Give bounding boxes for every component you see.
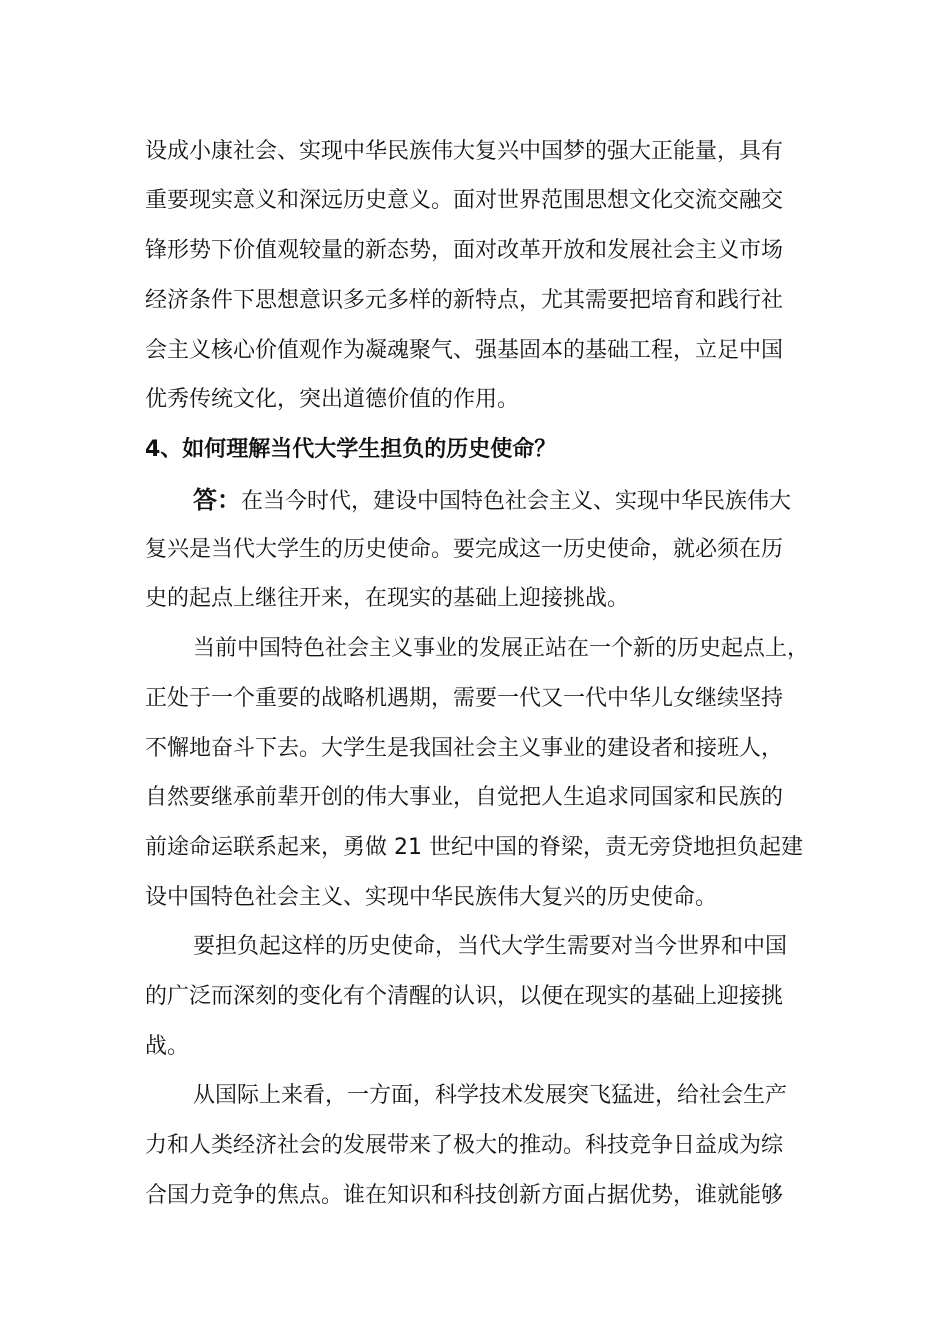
text-line: 复兴是当代大学生的历史使命。要完成这一历史使命，就必须在历 — [145, 537, 784, 562]
text-line: 前途命运联系起来，勇做 21 世纪中国的脊梁，责无旁贷地担负起建 — [145, 835, 803, 860]
text-line: 自然要继承前辈开创的伟大事业，自觉把人生追求同国家和民族的 — [145, 785, 784, 810]
text-line: 合国力竞争的焦点。谁在知识和科技创新方面占据优势，谁就能够 — [145, 1183, 784, 1208]
answer-label: 答： — [193, 486, 241, 514]
text-line: 的广泛而深刻的变化有个清醒的认识，以便在现实的基础上迎接挑 — [145, 984, 784, 1009]
text-line: 经济条件下思想意识多元多样的新特点，尤其需要把培育和践行社 — [145, 288, 784, 313]
paragraph-first-line: 当前中国特色社会主义事业的发展正站在一个新的历史起点上， — [193, 636, 810, 661]
answer-text: 在当今时代，建设中国特色社会主义、实现中华民族伟大 — [241, 489, 792, 514]
text-line: 战。 — [145, 1034, 190, 1059]
text-line: 力和人类经济社会的发展带来了极大的推动。科技竞争日益成为综 — [145, 1133, 784, 1158]
text-line: 设成小康社会、实现中华民族伟大复兴中国梦的强大正能量，具有 — [145, 139, 784, 164]
text-line: 锋形势下价值观较量的新态势，面对改革开放和发展社会主义市场 — [145, 238, 784, 263]
text-line: 不懈地奋斗下去。大学生是我国社会主义事业的建设者和接班人， — [145, 736, 784, 761]
text-line: 优秀传统文化，突出道德价值的作用。 — [145, 387, 520, 412]
text-line: 会主义核心价值观作为凝魂聚气、强基固本的基础工程，立足中国 — [145, 338, 784, 363]
question-heading: 4、如何理解当代大学生担负的历史使命？ — [145, 437, 557, 462]
paragraph-first-line: 要担负起这样的历史使命，当代大学生需要对当今世界和中国 — [193, 934, 788, 959]
paragraph-first-line: 从国际上来看，一方面，科学技术发展突飞猛进，给社会生产 — [193, 1083, 788, 1108]
text-line: 设中国特色社会主义、实现中华民族伟大复兴的历史使命。 — [145, 885, 718, 910]
text-line: 正处于一个重要的战略机遇期，需要一代又一代中华儿女继续坚持 — [145, 686, 784, 711]
text-line: 史的起点上继往开来，在现实的基础上迎接挑战。 — [145, 586, 630, 611]
text-line: 重要现实意义和深远历史意义。面对世界范围思想文化交流交融交 — [145, 188, 784, 213]
answer-first-line — [193, 485, 791, 515]
